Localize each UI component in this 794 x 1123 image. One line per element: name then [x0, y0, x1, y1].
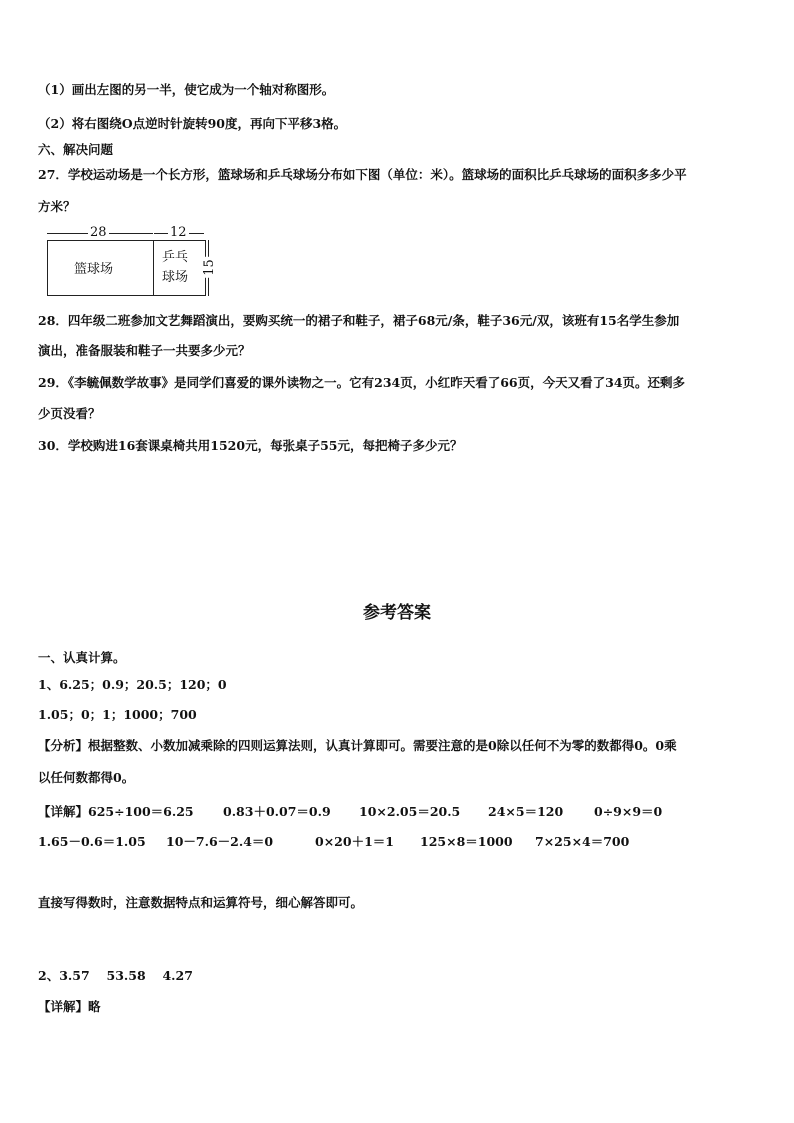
answer-note: 直接写得数时，注意数据特点和运算符号，细心解答即可。 [38, 895, 364, 910]
answer-2-detail: 【详解】略 [38, 999, 101, 1014]
analysis-line-2: 以任何数都得0。 [38, 770, 135, 785]
answer-2: 2、3.57 53.58 4.27 [38, 968, 193, 983]
detail-item: 10－7.6－2.4＝0 [166, 834, 274, 849]
detail-item: 125×8＝1000 [420, 834, 513, 849]
field-diagram [44, 225, 217, 298]
detail-item: 24×5＝120 [488, 804, 564, 819]
question-28-line-1: 28．四年级二班参加文艺舞蹈演出，要购买统一的裙子和鞋子，裙子68元/条，鞋子36元/双，该班有15名学生参加 [38, 313, 680, 328]
answers-title: 参考答案 [363, 603, 431, 623]
analysis-line-1: 【分析】根据整数、小数加减乘除的四则运算法则，认真计算即可。需要注意的是0除以任何不为零的数都得0。0乘 [38, 738, 677, 753]
question-28-line-2: 演出，准备服装和鞋子一共要多少元？ [38, 343, 251, 358]
dimension-15: 15 [201, 259, 217, 276]
question-29-line-2: 少页没看？ [38, 406, 101, 421]
answers-section-1: 一、认真计算。 [38, 650, 126, 665]
detail-item: 0.83＋0.07＝0.9 [223, 804, 331, 819]
detail-item: 1.65－0.6＝1.05 [38, 834, 146, 849]
question-30: 30．学校购进16套课桌椅共用1520元，每张桌子55元，每把椅子多少元？ [38, 438, 463, 453]
answer-1-line-2: 1.05；0；1；1000；700 [38, 707, 197, 722]
field-divider [153, 240, 154, 296]
detail-row-1 [0, 802, 794, 820]
dimension-28: 28 [90, 225, 107, 240]
question-27-line-1: 27．学校运动场是一个长方形，篮球场和乒乓球场分布如下图（单位：米）。篮球场的面积比乒乓球场的面积多多少平 [38, 167, 687, 182]
detail-item: 0×20＋1＝1 [315, 834, 394, 849]
detail-item: 0÷9×9＝0 [594, 804, 663, 819]
question-29-line-1: 29．《李毓佩数学故事》是同学们喜爱的课外读物之一。它有234页，小红昨天看了66页，今天又看了34页。还剩多 [38, 375, 686, 390]
section-heading: 六、解决问题 [38, 142, 114, 157]
question-part-2: （2）将右图绕O点逆时针旋转90度，再向下平移3格。 [38, 116, 347, 131]
detail-item: 【详解】625÷100＝6.25 [38, 804, 194, 819]
dimension-12: 12 [170, 225, 187, 240]
pingpong-label-1: 乒乓 [162, 250, 189, 265]
detail-item: 10×2.05＝20.5 [359, 804, 461, 819]
pingpong-label-2: 球场 [162, 270, 189, 285]
basketball-label: 篮球场 [74, 262, 114, 277]
question-27-line-2: 方米？ [38, 199, 76, 214]
answer-1-line-1: 1、6.25；0.9；20.5；120；0 [38, 677, 227, 692]
detail-row-2 [0, 832, 794, 850]
question-part-1: （1）画出左图的另一半，使它成为一个轴对称图形。 [38, 82, 335, 97]
detail-item: 7×25×4＝700 [535, 834, 630, 849]
